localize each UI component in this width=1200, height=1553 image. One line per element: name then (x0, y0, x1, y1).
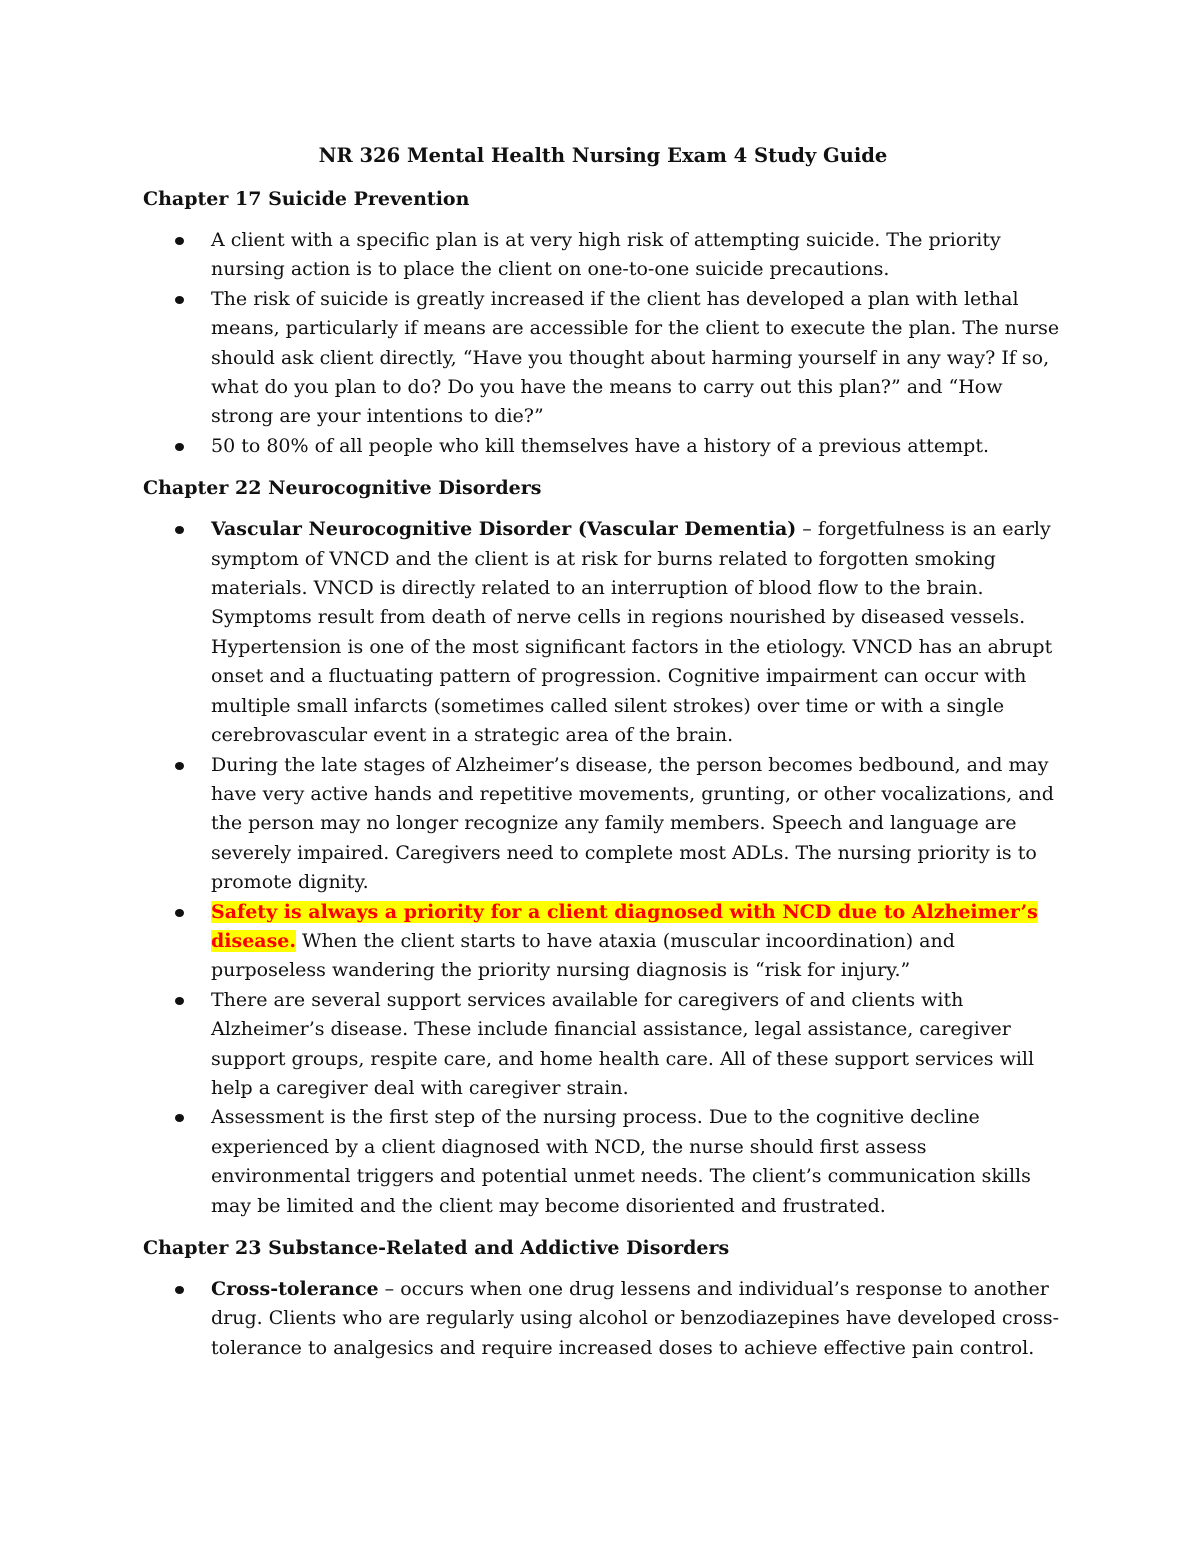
bullet-icon (175, 997, 184, 1005)
chapter-22-list (143, 515, 1063, 1221)
bullet-icon (175, 1286, 184, 1294)
document-title: NR 326 Mental Health Nursing Exam 4 Study Guide (318, 144, 888, 167)
list-item-text: During the late stages of Alzheimer’s disease, the person becomes bedbound, and may have very active hands and repetitive movements, grunting, or other vocalizations, and the person may no longer recognize any family members. Speech and language are severely impaired. Caregivers need to complete most ADLs. The nursing priority is to promote dignity. (211, 753, 1054, 894)
bullet-icon (175, 237, 184, 245)
chapter-23-list (143, 1275, 1063, 1363)
list-item-text: Assessment is the first step of the nursing process. Due to the cognitive decline experienced by a client diagnosed with NCD, the nurse should first assess environmental triggers and potential unmet needs. The client’s communication skills may be limited and the client may become disoriented and frustrated. (211, 1106, 1031, 1217)
chapter-22-heading: Chapter 22 Neurocognitive Disorders (143, 477, 542, 500)
list-item-text: – occurs when one drug lessens and individual’s response to another drug. Clients who are regularly using alcohol or benzodiazepines have developed cross-tolerance to analgesics and require increased doses to achieve effective pain control. (211, 1278, 1059, 1359)
highlighted-safety-statement: Safety is always a priority for a client diagnosed with NCD due to Alzheimer’s disease. (211, 900, 1038, 952)
list-item-text: The risk of suicide is greatly increased if the client has developed a plan with lethal means, particularly if means are accessible for the client to execute the plan. The nurse should ask client directly, “Have you thought about harming yourself in any way? If so, what do you plan to do? Do you have the means to carry out this plan?” and “How strong are your intentions to die?” (211, 287, 1060, 428)
list-item-text: 50 to 80% of all people who kill themselves have a history of a previous attempt. (211, 434, 990, 457)
list-item (143, 515, 1063, 750)
chapter-17-heading: Chapter 17 Suicide Prevention (143, 188, 470, 210)
chapter-17-list (143, 226, 1063, 461)
list-item-text: When the client starts to have ataxia (muscular incoordination) and purposeless wandering the priority nursing diagnosis is “risk for injury.” (211, 929, 955, 982)
list-item (143, 986, 1063, 1104)
term-vascular-ncd: Vascular Neurocognitive Disorder (Vascular Dementia) (211, 518, 797, 541)
list-item (143, 285, 1063, 432)
list-item (143, 1275, 1063, 1363)
list-item (143, 751, 1063, 898)
list-item-text: A client with a specific plan is at very high risk of attempting suicide. The priority nursing action is to place the client on one-to-one suicide precautions. (211, 229, 1001, 281)
list-item-text: – forgetfulness is an early symptom of VNCD and the client is at risk for burns related to forgotten smoking materials. VNCD is directly related to an interruption of blood flow to the brain. Symptoms result from death of nerve cells in regions nourished by diseased vessels. Hypertension is one of the most significant factors in the etiology. VNCD has an abrupt onset and a fluctuating pattern of progression. Cognitive impairment can occur with multiple small infarcts (sometimes called silent strokes) over time or with a single cerebrovascular event in a strategic area of the brain. (211, 518, 1053, 747)
list-item (143, 432, 1063, 461)
bullet-icon (175, 296, 184, 304)
bullet-icon (175, 1114, 184, 1122)
bullet-icon (175, 526, 184, 534)
bullet-icon (175, 762, 184, 770)
bullet-icon (175, 443, 184, 451)
list-item (143, 898, 1063, 986)
list-item-text: There are several support services available for caregivers of and clients with Alzheimer’s disease. These include financial assistance, legal assistance, caregiver support groups, respite care, and home health care. All of these support services will help a caregiver deal with caregiver strain. (211, 988, 1035, 1099)
chapter-23-heading: Chapter 23 Substance-Related and Addictive Disorders (143, 1237, 730, 1259)
list-item (143, 1103, 1063, 1221)
bullet-icon (175, 909, 184, 917)
document-body (143, 140, 1063, 1375)
list-item (143, 226, 1063, 285)
term-cross-tolerance: Cross-tolerance (211, 1278, 379, 1300)
